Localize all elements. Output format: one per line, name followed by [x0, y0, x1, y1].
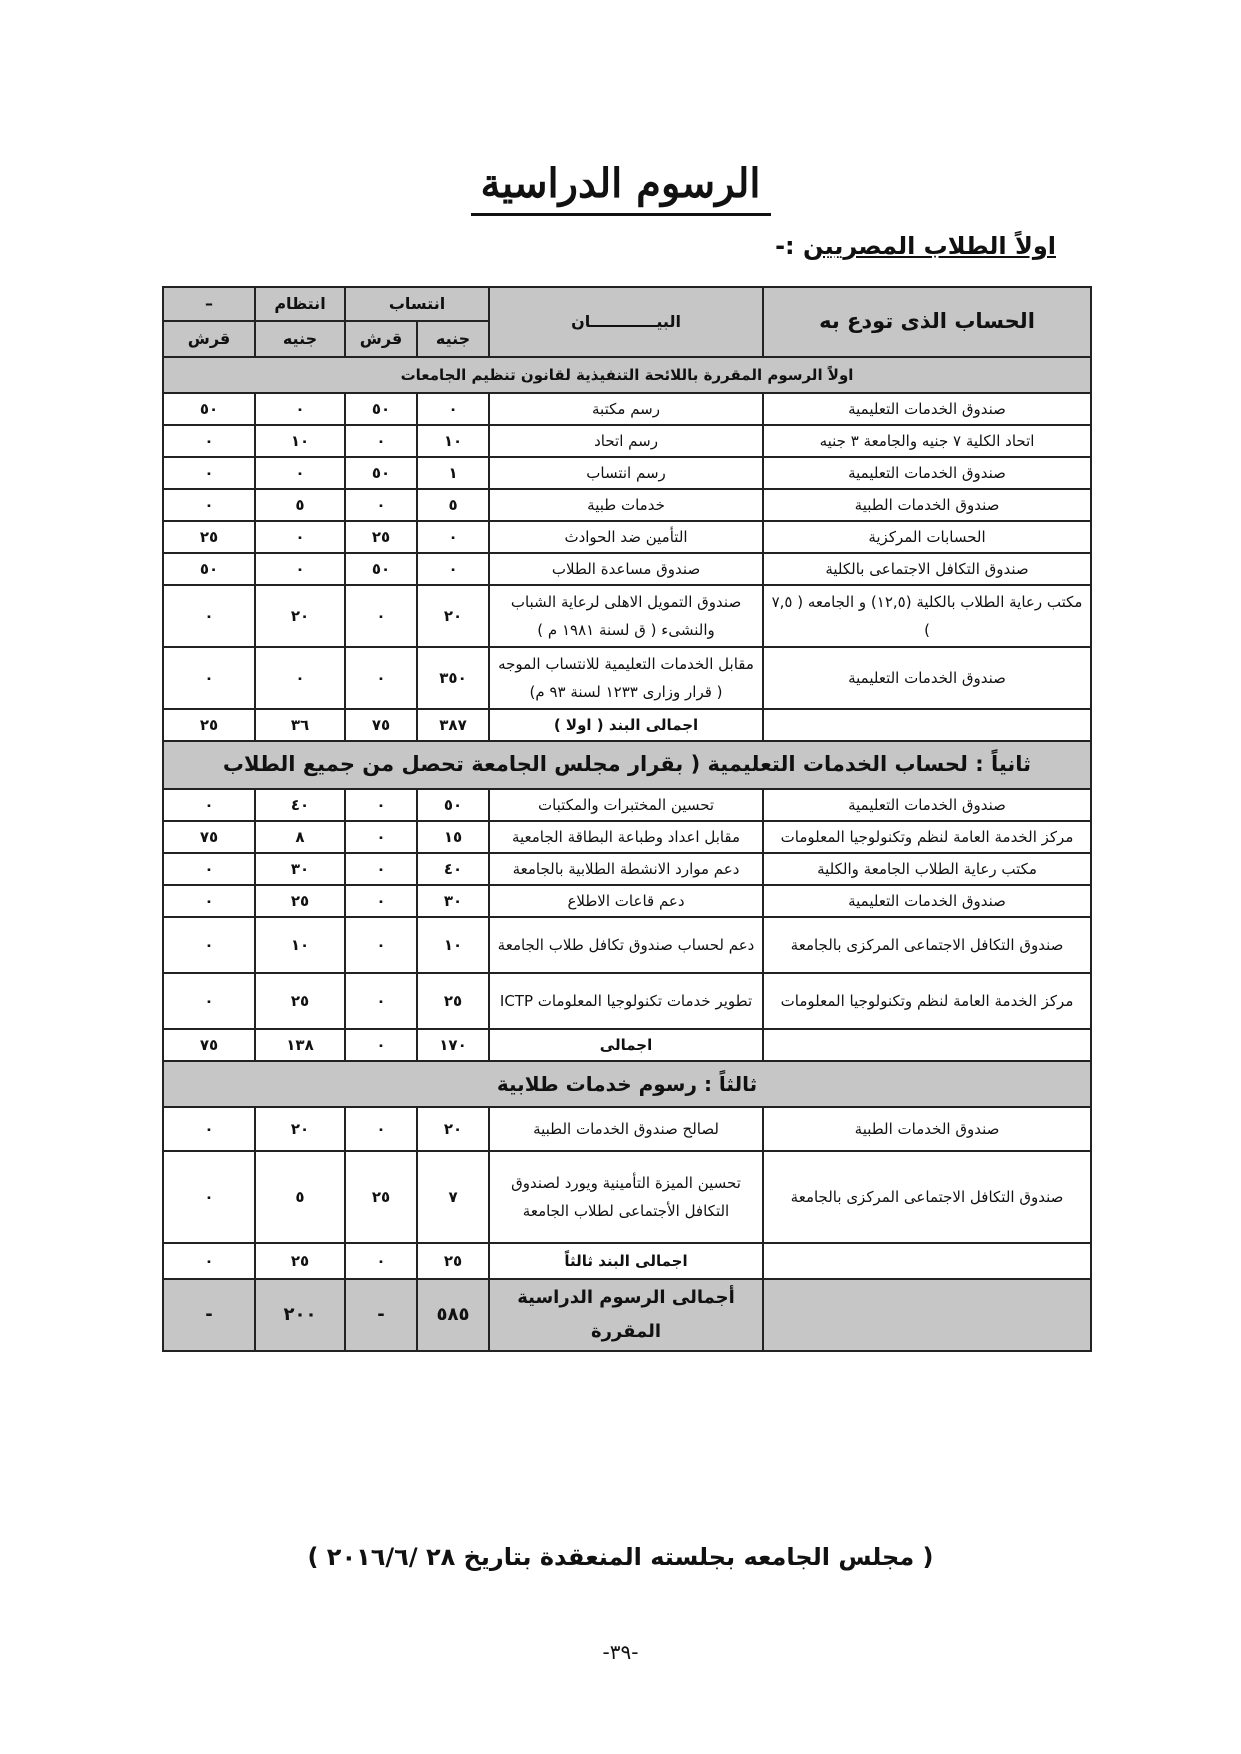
cell-item: دعم لحساب صندوق تكافل طلاب الجامعة	[489, 917, 763, 973]
table-row	[163, 457, 1091, 489]
cell-aff-pound: ٣٠	[417, 885, 489, 917]
cell-reg-pound: ٥	[255, 489, 345, 521]
section1-title-row	[163, 357, 1091, 393]
header-affiliation: انتساب	[345, 287, 489, 321]
cell-account: مركز الخدمة العامة لنظم وتكنولوجيا المعلومات	[763, 973, 1091, 1029]
cell-item: لصالح صندوق الخدمات الطبية	[489, 1107, 763, 1151]
header-aff-pound: جنيه	[417, 321, 489, 357]
table-row	[163, 885, 1091, 917]
cell-aff-piaster: ٠	[345, 1243, 417, 1279]
section2-body	[163, 789, 1091, 1061]
cell-aff-piaster: ٠	[345, 1107, 417, 1151]
cell-aff-pound: ٢٠	[417, 585, 489, 647]
cell-reg-pound: ٣٠	[255, 853, 345, 885]
section-total-row	[163, 1243, 1091, 1279]
table-row	[163, 553, 1091, 585]
section-total-row	[163, 1029, 1091, 1061]
cell-reg-piaster: ٠	[163, 457, 255, 489]
cell-account	[763, 1029, 1091, 1061]
cell-reg-pound: ٥	[255, 1151, 345, 1243]
header-statement: البيــــــــــــان	[489, 287, 763, 357]
cell-item: صندوق مساعدة الطلاب	[489, 553, 763, 585]
section-subtitle	[775, 232, 1056, 260]
cell-reg-pound: ١٠	[255, 425, 345, 457]
cell-reg-piaster: ٧٥	[163, 821, 255, 853]
table-row	[163, 973, 1091, 1029]
cell-reg-piaster: ٥٠	[163, 553, 255, 585]
cell-reg-pound: ٠	[255, 521, 345, 553]
cell-account: صندوق الخدمات التعليمية	[763, 647, 1091, 709]
cell-reg-pound: ٢٥	[255, 885, 345, 917]
cell-aff-piaster: ٥٠	[345, 457, 417, 489]
grand-total-row	[163, 1279, 1091, 1351]
cell-reg-pound: ١٠	[255, 917, 345, 973]
cell-reg-pound: ١٣٨	[255, 1029, 345, 1061]
header-dash: –	[163, 287, 255, 321]
cell-reg-pound: ٤٠	[255, 789, 345, 821]
cell-reg-piaster: ٠	[163, 425, 255, 457]
section-total-row	[163, 709, 1091, 741]
cell-aff-piaster: ٠	[345, 1029, 417, 1061]
cell-aff-pound: ٢٥	[417, 1243, 489, 1279]
fees-table	[162, 286, 1092, 1352]
cell-account: صندوق التكافل الاجتماعى المركزى بالجامعة	[763, 917, 1091, 973]
cell-reg-pound: ٢٥	[255, 1243, 345, 1279]
cell-item: التأمين ضد الحوادث	[489, 521, 763, 553]
cell-item: رسم مكتبة	[489, 393, 763, 425]
table-row	[163, 789, 1091, 821]
grand-total-reg-piaster: -	[163, 1279, 255, 1351]
cell-reg-piaster: ٠	[163, 917, 255, 973]
cell-reg-piaster: ٧٥	[163, 1029, 255, 1061]
cell-reg-piaster: ٢٥	[163, 709, 255, 741]
cell-aff-piaster: ٠	[345, 585, 417, 647]
cell-aff-piaster: ٥٠	[345, 393, 417, 425]
table-row	[163, 425, 1091, 457]
cell-reg-pound: ٢٠	[255, 1107, 345, 1151]
cell-aff-piaster: ٢٥	[345, 521, 417, 553]
cell-reg-pound: ٨	[255, 821, 345, 853]
cell-reg-piaster: ٠	[163, 885, 255, 917]
cell-reg-piaster: ٠	[163, 853, 255, 885]
header-account: الحساب الذى تودع به	[763, 287, 1091, 357]
cell-aff-pound: ١٥	[417, 821, 489, 853]
cell-reg-piaster: ٥٠	[163, 393, 255, 425]
cell-reg-piaster: ٢٥	[163, 521, 255, 553]
cell-reg-piaster: ٠	[163, 1243, 255, 1279]
cell-item: صندوق التمويل الاهلى لرعاية الشباب والنشىء ( ق لسنة ١٩٨١ م )	[489, 585, 763, 647]
cell-aff-piaster: ٠	[345, 917, 417, 973]
cell-item: دعم موارد الانشطة الطلابية بالجامعة	[489, 853, 763, 885]
table-row	[163, 393, 1091, 425]
cell-account	[763, 1243, 1091, 1279]
cell-item: تطوير خدمات تكنولوجيا المعلومات ICTP	[489, 973, 763, 1029]
cell-item: تحسين الميزة التأمينية ويورد لصندوق التكافل الأجتماعى لطلاب الجامعة	[489, 1151, 763, 1243]
cell-item: رسم انتساب	[489, 457, 763, 489]
cell-reg-piaster: ٠	[163, 647, 255, 709]
table-row	[163, 521, 1091, 553]
section3-main: رسوم خدمات طلابية	[496, 1072, 697, 1096]
cell-item: اجمالى البند ثالثاً	[489, 1243, 763, 1279]
cell-aff-pound: ١	[417, 457, 489, 489]
section2-title	[163, 741, 1091, 789]
page-number: -٣٩-	[602, 1640, 639, 1664]
grand-total-account	[763, 1279, 1091, 1351]
section2-end: بقرار مجلس الجامعة تحصل من جميع الطلاب	[222, 752, 684, 777]
cell-reg-piaster: ٠	[163, 585, 255, 647]
cell-reg-pound: ٠	[255, 553, 345, 585]
cell-reg-pound: ٠	[255, 393, 345, 425]
header-reg-piaster: قرش	[163, 321, 255, 357]
cell-aff-piaster: ٧٥	[345, 709, 417, 741]
cell-aff-piaster: ٠	[345, 789, 417, 821]
cell-aff-piaster: ٠	[345, 853, 417, 885]
section2-prefix: ثانياً :	[967, 752, 1032, 777]
cell-account: صندوق الخدمات الطبية	[763, 489, 1091, 521]
cell-item: دعم قاعات الاطلاع	[489, 885, 763, 917]
footer-note: ( مجلس الجامعه بجلسته المنعقدة بتاريخ ٢٨ /٢٠١٦/٦ )	[307, 1543, 934, 1571]
subtitle-label: اولاً الطلاب المصريين	[803, 232, 1056, 260]
cell-account: مركز الخدمة العامة لنظم وتكنولوجيا المعلومات	[763, 821, 1091, 853]
cell-aff-pound: ٢٠	[417, 1107, 489, 1151]
cell-account: مكتب رعاية الطلاب الجامعة والكلية	[763, 853, 1091, 885]
cell-aff-pound: ٧	[417, 1151, 489, 1243]
section1-body	[163, 393, 1091, 741]
table-row	[163, 647, 1091, 709]
grand-total-label: أجمالى الرسوم الدراسية المقررة	[489, 1279, 763, 1351]
cell-aff-piaster: ٠	[345, 647, 417, 709]
cell-item: اجمالى	[489, 1029, 763, 1061]
cell-account: صندوق التكافل الاجتماعى المركزى بالجامعة	[763, 1151, 1091, 1243]
section2-title-row	[163, 741, 1091, 789]
cell-item: خدمات طبية	[489, 489, 763, 521]
header-aff-piaster: قرش	[345, 321, 417, 357]
cell-aff-piaster: ٠	[345, 425, 417, 457]
cell-account: صندوق الخدمات الطبية	[763, 1107, 1091, 1151]
cell-item: تحسين المختبرات والمكتبات	[489, 789, 763, 821]
header-reg-pound: جنيه	[255, 321, 345, 357]
cell-aff-pound: ٠	[417, 393, 489, 425]
section3-title-row	[163, 1061, 1091, 1107]
cell-account: مكتب رعاية الطلاب بالكلية (١٢,٥) و الجامعه ( ٧,٥ )	[763, 585, 1091, 647]
cell-reg-piaster: ٠	[163, 789, 255, 821]
cell-aff-piaster: ٠	[345, 973, 417, 1029]
table-row	[163, 821, 1091, 853]
cell-reg-piaster: ٠	[163, 1107, 255, 1151]
cell-aff-pound: ٤٠	[417, 853, 489, 885]
cell-account: اتحاد الكلية ٧ جنيه والجامعة ٣ جنيه	[763, 425, 1091, 457]
cell-aff-piaster: ٠	[345, 489, 417, 521]
section2-main: لحساب الخدمات التعليمية	[700, 752, 968, 777]
cell-item: مقابل الخدمات التعليمية للانتساب الموجه ( قرار وزارى ١٢٣٣ لسنة ٩٣ م)	[489, 647, 763, 709]
cell-aff-pound: ٥	[417, 489, 489, 521]
grand-total-reg-pound: ٢٠٠	[255, 1279, 345, 1351]
cell-account: صندوق التكافل الاجتماعى بالكلية	[763, 553, 1091, 585]
cell-reg-pound: ٠	[255, 647, 345, 709]
section3-prefix: ثالثاً :	[696, 1072, 758, 1096]
cell-aff-pound: ٢٥	[417, 973, 489, 1029]
cell-item: رسم اتحاد	[489, 425, 763, 457]
table-row	[163, 1107, 1091, 1151]
cell-account: صندوق الخدمات التعليمية	[763, 789, 1091, 821]
cell-reg-piaster: ٠	[163, 1151, 255, 1243]
table-row	[163, 585, 1091, 647]
cell-aff-pound: ١٠	[417, 425, 489, 457]
cell-aff-pound: ٣٥٠	[417, 647, 489, 709]
table-row	[163, 489, 1091, 521]
section3-body	[163, 1107, 1091, 1279]
header-row-top	[163, 287, 1091, 321]
table-row	[163, 917, 1091, 973]
cell-aff-pound: ١٠	[417, 917, 489, 973]
cell-aff-piaster: ٢٥	[345, 1151, 417, 1243]
cell-aff-pound: ٥٠	[417, 789, 489, 821]
cell-aff-piaster: ٠	[345, 885, 417, 917]
cell-aff-pound: ١٧٠	[417, 1029, 489, 1061]
cell-aff-pound: ٠	[417, 521, 489, 553]
grand-total-aff-pound: ٥٨٥	[417, 1279, 489, 1351]
page-title: الرسوم الدراسية	[471, 160, 771, 216]
table-row	[163, 853, 1091, 885]
cell-aff-piaster: ٥٠	[345, 553, 417, 585]
header-regular: انتظام	[255, 287, 345, 321]
table-row	[163, 1151, 1091, 1243]
cell-item: مقابل اعداد وطباعة البطاقة الجامعية	[489, 821, 763, 853]
cell-reg-pound: ٢٥	[255, 973, 345, 1029]
cell-reg-pound: ٣٦	[255, 709, 345, 741]
cell-aff-pound: ٣٨٧	[417, 709, 489, 741]
cell-reg-piaster: ٠	[163, 489, 255, 521]
cell-reg-piaster: ٠	[163, 973, 255, 1029]
grand-total-aff-piaster: -	[345, 1279, 417, 1351]
cell-account: الحسابات المركزية	[763, 521, 1091, 553]
cell-aff-piaster: ٠	[345, 821, 417, 853]
cell-account	[763, 709, 1091, 741]
cell-account: صندوق الخدمات التعليمية	[763, 885, 1091, 917]
section2-paren: (	[683, 752, 701, 777]
section3-title	[163, 1061, 1091, 1107]
cell-item: اجمالى البند ( اولا )	[489, 709, 763, 741]
subtitle-suffix: :-	[775, 232, 803, 260]
cell-account: صندوق الخدمات التعليمية	[763, 393, 1091, 425]
cell-reg-pound: ٠	[255, 457, 345, 489]
cell-account: صندوق الخدمات التعليمية	[763, 457, 1091, 489]
page-title-wrap	[0, 160, 1241, 207]
cell-reg-pound: ٢٠	[255, 585, 345, 647]
section1-title: اولاً الرسوم المقررة باللائحة التنفيذية لقانون تنظيم الجامعات	[163, 357, 1091, 393]
cell-aff-pound: ٠	[417, 553, 489, 585]
